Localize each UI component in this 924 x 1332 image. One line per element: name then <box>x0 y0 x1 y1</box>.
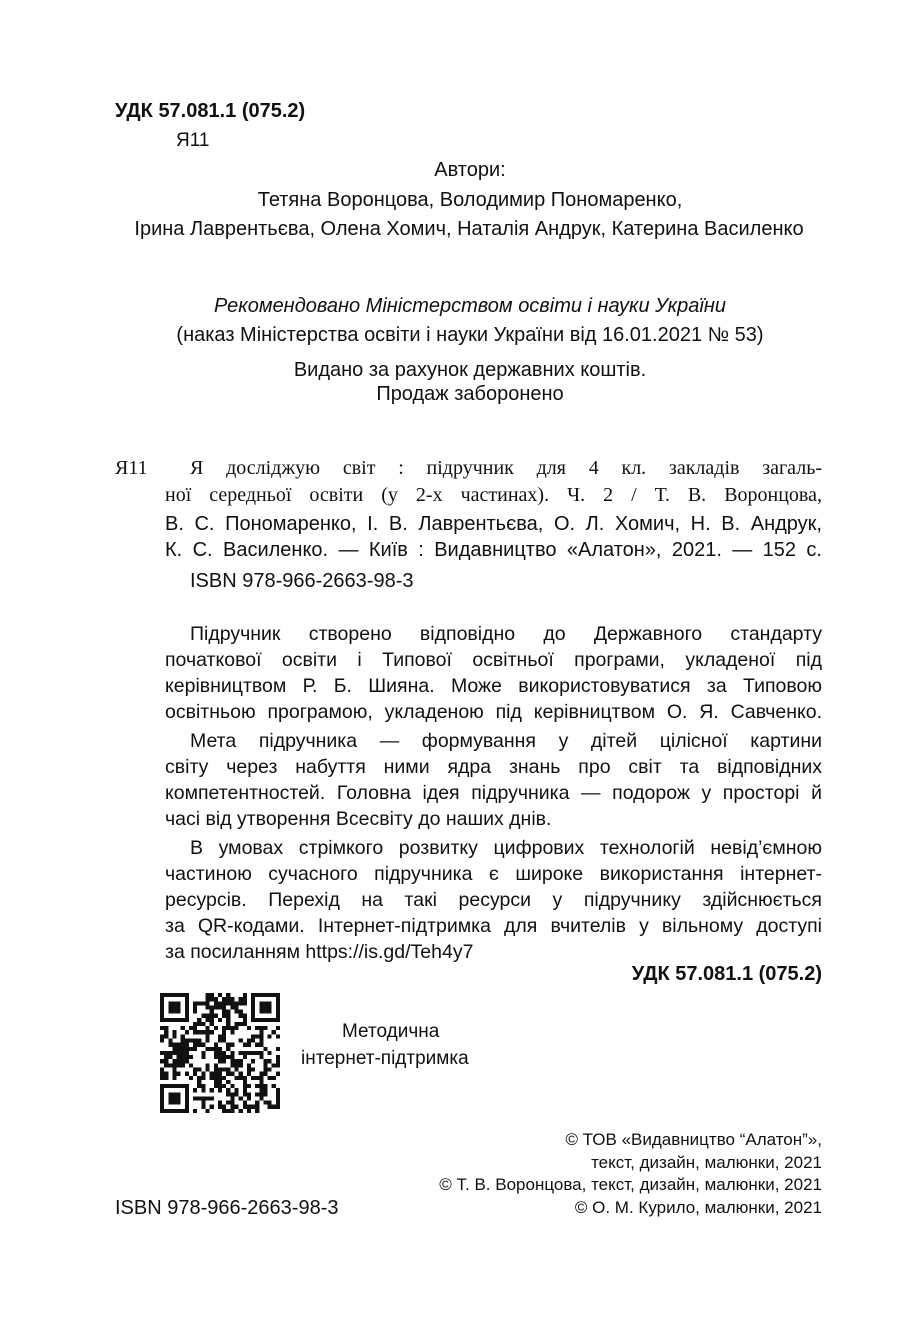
annotation-line: Мета підручника — формування у дітей цілісної картини <box>190 730 822 752</box>
qr-label-line-2: інтернет-підтримка <box>301 1048 469 1069</box>
annotation-line: керівництвом Р. Б. Шияна. Може використовуватися за Типовою <box>165 675 822 697</box>
udk-top: УДК 57.081.1 (075.2) <box>115 100 306 122</box>
copyright-line: © О. М. Курило, малюнки, 2021 <box>574 1198 822 1217</box>
authors-line-2: Ірина Лаврентьєва, Олена Хомич, Наталія Андрук, Катерина Василенко <box>134 218 804 240</box>
recommendation-text: Рекомендовано Міністерством освіти і науки України <box>214 295 726 317</box>
annotation-line: В умовах стрімкого розвитку цифрових технологій невід’ємною <box>190 837 822 859</box>
annotation-line: початкової освіти і Типової освітньої програми, укладеної під <box>165 649 822 671</box>
funding-note: Видано за рахунок державних коштів. <box>293 359 647 381</box>
catalog-code: Я11 <box>115 457 148 479</box>
udk-bottom: УДК 57.081.1 (075.2) <box>631 963 822 985</box>
ministry-order: (наказ Міністерства освіти і науки України від 16.01.2021 № 53) <box>176 324 764 346</box>
qr-label-line-1: Методична <box>342 1021 440 1042</box>
catalog-line: В. С. Пономаренко, І. В. Лаврентьєва, О. Л. Хомич, Н. В. Андрук, <box>165 513 822 535</box>
annotation-line: ресурсів. Перехід на такі ресурси у підручнику здійснюється <box>165 889 822 911</box>
annotation-line: Підручник створено відповідно до Державного стандарту <box>190 623 822 645</box>
annotation-line: за QR-кодами. Інтернет-підтримка для вчителів у вільному доступі <box>165 915 822 937</box>
annotation-link-line: за посиланням https://is.gd/Teh4y7 <box>165 941 474 963</box>
copyright-line: текст, дизайн, малюнки, 2021 <box>591 1153 822 1172</box>
annotation-line: частиною сучасного підручника є широке використання інтернет- <box>165 863 822 885</box>
catalog-isbn: ISBN 978-966-2663-98-3 <box>190 570 414 592</box>
annotation-line: освітньою програмою, укладеною під керівництвом О. Я. Савченко. <box>165 701 822 723</box>
authors-heading: Автори: <box>434 159 506 181</box>
catalog-line: К. С. Василенко. — Київ : Видавництво «Алатон», 2021. — 152 с. <box>165 539 822 561</box>
sale-prohibited-note: Продаж заборонено <box>376 383 564 405</box>
catalog-line: ної середньої освіти (у 2-х частинах). Ч. 2 / Т. В. Воронцова, <box>165 484 822 506</box>
copyright-line: © ТОВ «Видавництво “Алатон”», <box>565 1130 822 1149</box>
library-code-top: Я11 <box>176 130 210 151</box>
catalog-line: Я досліджую світ : підручник для 4 кл. закладів загаль- <box>190 457 822 479</box>
qr-code-icon[interactable] <box>160 993 280 1113</box>
isbn-bottom: ISBN 978-966-2663-98-3 <box>115 1197 339 1219</box>
annotation-line: світу через набуття ними ядра знань про світ та відповідних <box>165 756 822 778</box>
authors-line-1: Тетяна Воронцова, Володимир Пономаренко, <box>257 189 683 211</box>
annotation-line: часі від утворення Всесвіту до наших днів. <box>165 808 552 830</box>
copyright-line: © Т. В. Воронцова, текст, дизайн, малюнки, 2021 <box>439 1175 822 1194</box>
annotation-line: компетентностей. Головна ідея підручника — подорож у просторі й <box>165 782 822 804</box>
